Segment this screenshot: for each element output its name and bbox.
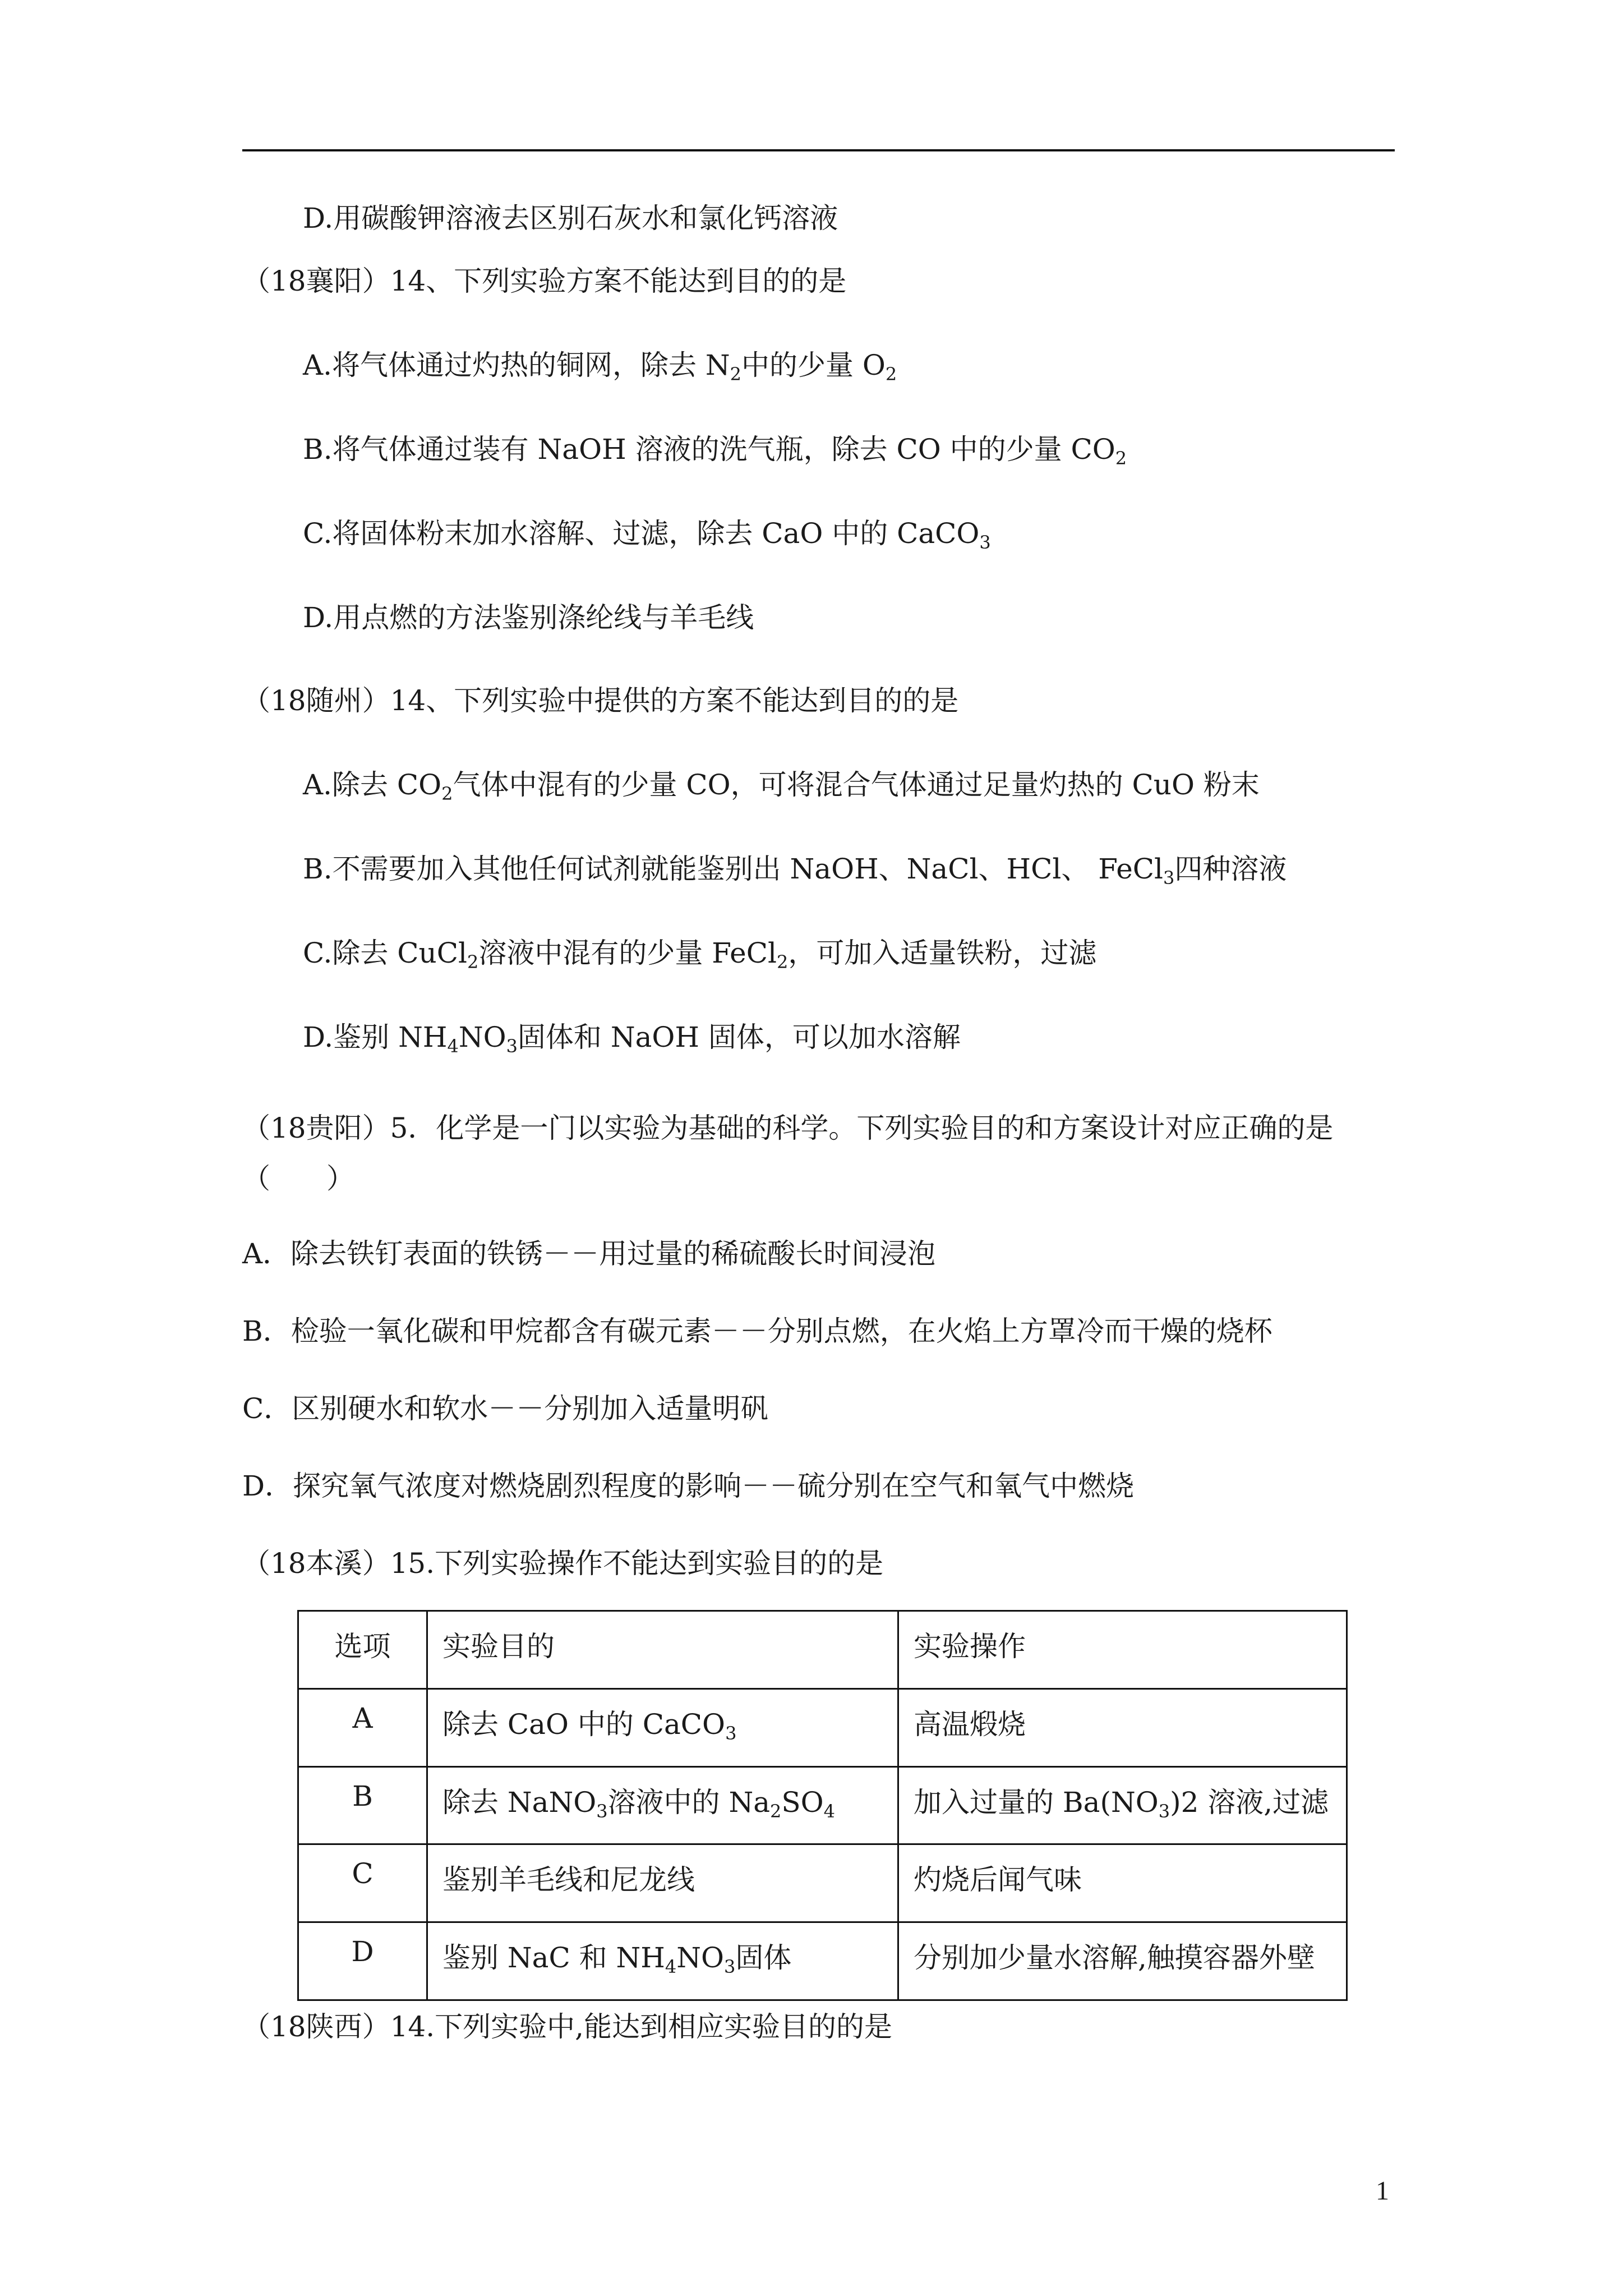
row-option: A [298,1688,427,1766]
guiyang-option-d: D．探究氧气浓度对燃烧剧烈程度的影响－－硫分别在空气和氧气中燃烧 [242,1470,1135,1502]
table-row [298,1688,1347,1766]
xiangyang-option-b: B.将气体通过装有 NaOH 溶液的洗气瓶，除去 CO 中的少量 $CO_2$ [303,433,1127,469]
page-number: 1 [1376,2176,1389,2206]
table-row [298,1922,1347,2000]
row-option: B [298,1766,427,1844]
header-rule [242,149,1395,151]
suizhou-stem: （18随州）14、下列实验中提供的方案不能达到目的的是 [242,684,959,717]
suizhou-option-a: A.除去 $CO_2$气体中混有的少量 CO，可将混合气体通过足量灼热的 CuO 粉末 [303,769,1260,804]
xiangyang-stem: （18襄阳）14、下列实验方案不能达到目的的是 [242,265,847,297]
guiyang-option-a: A．除去铁钉表面的铁锈－－用过量的稀硫酸长时间浸泡 [242,1237,936,1270]
row-goal: 鉴别羊毛线和尼龙线 [427,1844,898,1922]
xiangyang-option-c: C.将固体粉末加水溶解、过滤，除去 CaO 中的 CaCO$_3$ [303,517,991,553]
row-operation: 灼烧后闻气味 [898,1844,1347,1922]
xiangyang-option-d: D.用点燃的方法鉴别涤纶线与羊毛线 [303,601,754,634]
benxi-options-table [297,1610,1348,2001]
row-goal: 除去 CaO 中的 CaCO$_3$ [427,1688,898,1766]
row-operation: 加入过量的 $Ba(NO_3)2$ 溶液,过滤 [898,1766,1347,1844]
benxi-stem: （18本溪）15.下列实验操作不能达到实验目的的是 [242,1547,884,1580]
table-header-row [298,1611,1347,1689]
shaanxi-stem: （18陕西）14.下列实验中,能达到相应实验目的的是 [242,2010,893,2043]
guiyang-option-b: B．检验一氧化碳和甲烷都含有碳元素－－分别点燃，在火焰上方罩冷而干燥的烧杯 [242,1315,1272,1347]
suizhou-option-d: D.鉴别 $NH_4NO_3$固体和 NaOH 固体，可以加水溶解 [303,1021,961,1057]
suizhou-option-b: B.不需要加入其他任何试剂就能鉴别出 NaOH、NaCl、HCl、 FeCl$_3$四种溶液 [303,853,1287,889]
row-operation: 分别加少量水溶解,触摸容器外壁 [898,1922,1347,2000]
header-operation: 实验操作 [898,1611,1347,1689]
header-goal: 实验目的 [427,1611,898,1689]
prev-option-d: D.用碳酸钾溶液去区别石灰水和氯化钙溶液 [303,202,838,234]
guiyang-stem: （18贵阳）5．化学是一门以实验为基础的科学。下列实验目的和方案设计对应正确的是 [242,1112,1334,1144]
table-row [298,1844,1347,1922]
suizhou-option-c: C.除去 CuCl$_2$溶液中混有的少量 FeCl$_2$，可加入适量铁粉，过滤 [303,937,1097,973]
row-option: D [298,1922,427,2000]
header-option: 选项 [298,1611,427,1689]
guiyang-answer-paren: （ ） [242,1162,354,1195]
xiangyang-option-a: A.将气体通过灼热的铜网，除去 $N_2$中的少量 $O_2$ [303,349,897,385]
row-goal: 除去 NaNO$_3$溶液中的 $Na_2SO_4$ [427,1766,898,1844]
table-row [298,1766,1347,1844]
row-operation: 高温煅烧 [898,1688,1347,1766]
guiyang-option-c: C．区别硬水和软水－－分别加入适量明矾 [242,1392,769,1425]
row-option: C [298,1844,427,1922]
row-goal: 鉴别 NaC 和 $NH_4NO_3$固体 [427,1922,898,2000]
